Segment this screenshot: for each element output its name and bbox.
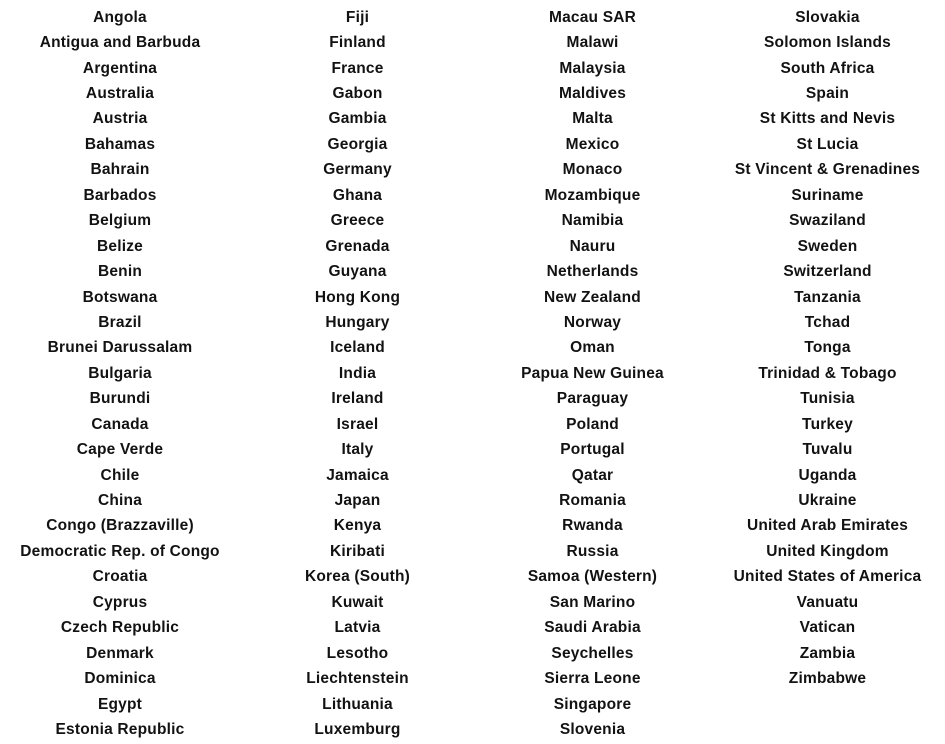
country-name: Hong Kong [314, 288, 401, 306]
country-name: Vatican [799, 619, 856, 637]
country-name: Austria [92, 110, 148, 128]
country-name: Monaco [562, 161, 623, 179]
country-name: Luxemburg [314, 720, 401, 738]
country-name: Namibia [561, 212, 624, 230]
country-name: Grenada [325, 237, 390, 255]
country-name: New Zealand [544, 288, 641, 306]
country-name: Uganda [798, 466, 857, 484]
country-name: Germany [323, 161, 392, 179]
country-name: Cape Verde [76, 441, 164, 459]
country-name: Nauru [569, 237, 616, 255]
country-name: United Arab Emirates [746, 517, 909, 535]
country-name: Latvia [334, 619, 381, 637]
country-name: Zambia [799, 644, 856, 662]
country-name: Slovenia [559, 720, 626, 738]
country-name: Bahrain [90, 161, 150, 179]
country-name: Ukraine [798, 492, 857, 510]
country-name: Papua New Guinea [521, 364, 664, 382]
country-name: Russia [566, 542, 619, 560]
country-name: Estonia Republic [55, 720, 185, 738]
country-name: Kiribati [330, 542, 385, 560]
country-name: Paraguay [556, 390, 629, 408]
country-name: Singapore [553, 695, 632, 713]
country-name: Belgium [88, 212, 152, 230]
country-name: Oman [570, 339, 615, 357]
country-name: Chile [100, 466, 140, 484]
country-column-4 [710, 5, 945, 743]
country-name: Iceland [330, 339, 385, 357]
country-name: Tchad [804, 313, 851, 331]
country-name: Burundi [89, 390, 151, 408]
country-name: Gabon [332, 85, 383, 103]
country-name: Japan [334, 492, 381, 510]
country-name: Trinidad & Tobago [758, 364, 897, 382]
country-name: Congo (Brazzaville) [46, 517, 194, 535]
country-name: San Marino [549, 593, 636, 611]
country-name: Tanzania [794, 288, 861, 306]
country-name: Ireland [331, 390, 384, 408]
country-name: Guyana [328, 263, 387, 281]
country-name: Malaysia [559, 59, 626, 77]
country-name: Argentina [82, 59, 158, 77]
country-name: Bahamas [84, 135, 156, 153]
country-name: Finland [329, 34, 386, 52]
country-name: Brazil [98, 313, 142, 331]
country-name: Bulgaria [88, 364, 152, 382]
country-name: Mexico [565, 135, 620, 153]
country-name: Tunisia [800, 390, 855, 408]
country-name: Lesotho [326, 644, 389, 662]
country-name: Samoa (Western) [527, 568, 658, 586]
country-name: St Kitts and Nevis [759, 110, 896, 128]
country-name: Georgia [327, 135, 388, 153]
country-name: Slovakia [795, 8, 860, 26]
country-name: Antigua and Barbuda [39, 34, 201, 52]
country-name: Norway [563, 313, 622, 331]
country-name: Saudi Arabia [544, 619, 641, 637]
country-column-2 [240, 5, 475, 743]
country-name: Cyprus [92, 593, 148, 611]
country-name: Poland [566, 415, 619, 433]
country-name: Egypt [97, 695, 143, 713]
country-name: Denmark [86, 644, 154, 662]
country-name: France [331, 59, 384, 77]
country-name: Kenya [333, 517, 382, 535]
country-name: Fiji [345, 8, 370, 26]
country-name: United Kingdom [766, 542, 889, 560]
country-name: Turkey [802, 415, 853, 433]
country-name: India [338, 364, 377, 382]
country-name: Benin [97, 263, 143, 281]
country-name: Solomon Islands [763, 34, 891, 52]
country-name: South Africa [780, 59, 875, 77]
country-name: Democratic Rep. of Congo [20, 542, 220, 560]
country-name: Barbados [83, 186, 157, 204]
country-name: United States of America [733, 568, 922, 586]
country-name: Italy [341, 441, 374, 459]
country-name: Spain [805, 85, 850, 103]
country-name: Australia [85, 85, 155, 103]
country-name: Brunei Darussalam [47, 339, 193, 357]
country-name: Malta [572, 110, 613, 128]
country-name: Mozambique [544, 186, 641, 204]
country-name: Angola [93, 8, 147, 26]
country-name: China [97, 492, 143, 510]
country-name: Czech Republic [60, 619, 180, 637]
country-name: Netherlands [546, 263, 639, 281]
country-name: Vanuatu [796, 593, 859, 611]
country-name: Liechtenstein [306, 670, 409, 688]
country-name: Tonga [804, 339, 851, 357]
country-name: Canada [91, 415, 149, 433]
country-name: Israel [336, 415, 379, 433]
country-name: Kuwait [331, 593, 384, 611]
country-name: Zimbabwe [788, 670, 867, 688]
country-name: Rwanda [562, 517, 623, 535]
country-name: Sweden [797, 237, 858, 255]
country-name: Malawi [566, 34, 619, 52]
country-name: Belize [97, 237, 143, 255]
country-name: Gambia [328, 110, 387, 128]
country-name: Botswana [82, 288, 158, 306]
country-name: Korea (South) [304, 568, 411, 586]
country-name: Qatar [571, 466, 614, 484]
country-name: Maldives [558, 85, 627, 103]
country-name: St Lucia [796, 135, 859, 153]
country-name: Tuvalu [802, 441, 853, 459]
country-name: Swaziland [789, 212, 866, 230]
country-name: Ghana [332, 186, 383, 204]
country-name: Greece [330, 212, 385, 230]
country-name: Romania [559, 492, 626, 510]
country-name: Jamaica [326, 466, 389, 484]
country-name: Suriname [791, 186, 864, 204]
country-name: Switzerland [783, 263, 872, 281]
country-name: Lithuania [322, 695, 393, 713]
country-name: Seychelles [551, 644, 634, 662]
country-name: Macau SAR [548, 8, 637, 26]
country-name: St Vincent & Grenadines [734, 161, 921, 179]
country-column-1 [0, 5, 240, 743]
country-name: Croatia [92, 568, 148, 586]
country-name: Sierra Leone [544, 670, 641, 688]
country-name: Portugal [560, 441, 625, 459]
country-name: Dominica [84, 670, 156, 688]
country-name: Hungary [325, 313, 390, 331]
country-column-3 [475, 5, 710, 743]
